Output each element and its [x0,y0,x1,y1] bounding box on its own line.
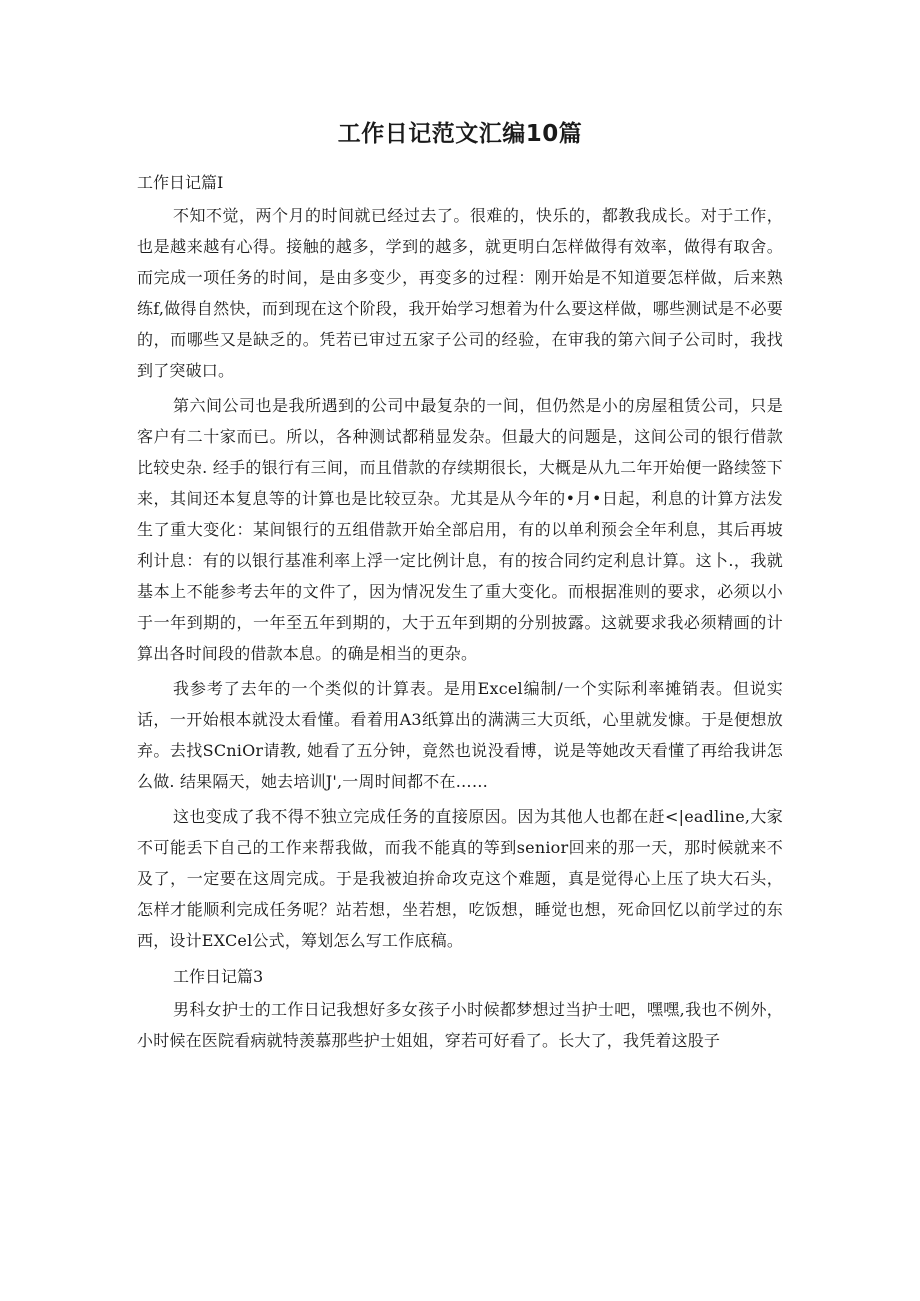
document-body [137,168,783,1060]
section-heading-3: 工作日记篇3 [173,967,264,986]
document-title: 工作日记范文汇编10篇 [337,121,583,147]
paragraph-5: 男科女护士的工作日记我想好多女孩子小时候都梦想过当护士吧，嘿嘿,我也不例外，小时候在医院看病就特羡慕那些护士姐姐，穿若可好看了。长大了，我凭着这股子 [137,1000,783,1050]
paragraph-3: 我参考了去年的一个类似的计算表。是用Excel编制/一个实际利率摊销表。但说实话，一开始根本就没太看懂。看着用A3纸算出的满满三大页纸，心里就发慷。于是便想放弃。去找SCniOr请教, 她看了五分钟，竟然也说没看博，说是等她改天看懂了再给我讲怎么做. 结果隔天，她去培训J',一周时间都不在…… [137,679,783,791]
paragraph-2: 第六间公司也是我所遇到的公司中最复杂的一间，但仍然是小的房屋租赁公司，只是客户有二十家而已。所以，各种测试都稍显发杂。但最大的问题是，这间公司的银行借款比较史杂. 经手的银行有三间，而且借款的存续期很长，大概是从九二年开始便一路续签下来，其间还本复息等的计算也是比较豆杂。尤其是从今年的•月•日起，利息的计算方法发生了重大变化：某间银行的五组借款开始全部启用，有的以单利预会全年利息，其后再坡利计息：有的以银行基准利率上浮一定比例计息，有的按合同约定利息计算。这卜.，我就基本上不能参考去年的文件了，因为情况发生了重大变化。而根据准则的要求，必须以小于一年到期的，一年至五年到期的，大于五年到期的分别披露。这就要求我必须精画的计算出各时间段的借款本息。的确是相当的更杂。 [137,396,783,663]
paragraph-1: 不知不觉，两个月的时间就已经过去了。很难的，快乐的，都教我成长。对于工作，也是越来越有心得。接触的越多，学到的越多，就更明白怎样做得有效率，做得有取舍。而完成一项任务的时间，是由多变少，再变多的过程：刚开始是不知道要怎样做，后来熟练f,做得自然快，而到现在这个阶段，我开始学习想着为什么要这样做，哪些测试是不必要的，而哪些又是缺乏的。凭若已审过五家子公司的经验，在审我的第六间子公司时，我找到了突破口。 [137,206,783,380]
paragraph-4: 这也变成了我不得不独立完成任务的直接原因。因为其他人也都在赶<|eadline,大家不可能丢下自己的工作来帮我做，而我不能真的等到senior回来的那一天，那时候就来不及了，一定要在这周完成。于是我被迫拚命攻克这个难题，真是觉得心上压了块大石头，怎样才能顺利完成任务呢？站若想，坐若想，吃饭想，睡觉也想，死命回忆以前学过的东西，设计EXCel公式，筹划怎么写工作底稿。 [137,807,783,950]
section-heading-1: 工作日记篇I [137,173,224,192]
